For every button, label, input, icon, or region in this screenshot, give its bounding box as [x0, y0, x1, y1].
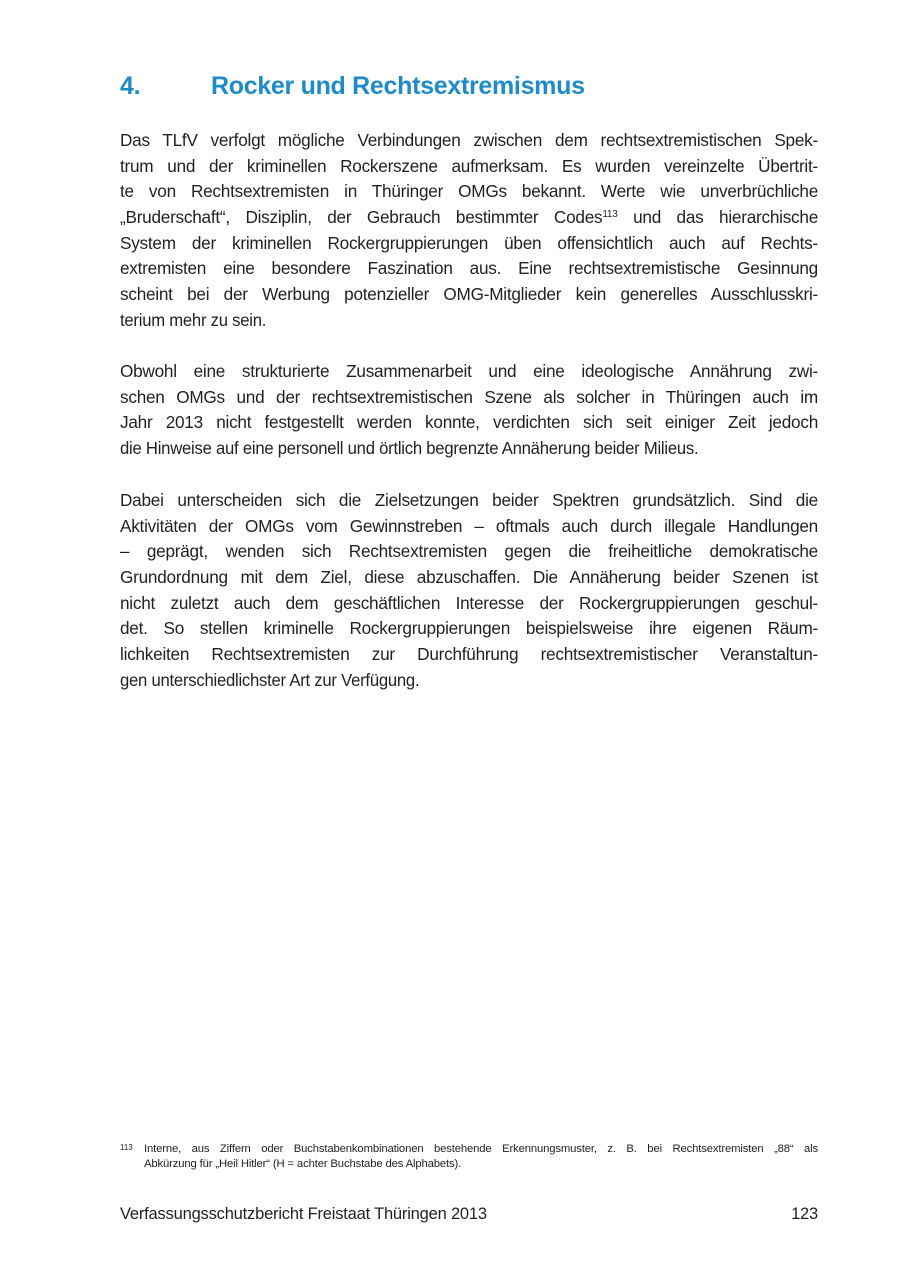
text-line: System der kriminellen Rockergruppierungen üben offensichtlich auch auf Rechts-: [120, 232, 818, 253]
section-heading: [120, 72, 820, 106]
page-footer: [120, 1202, 818, 1226]
text-line: det. So stellen kriminelle Rockergruppierungen beispielsweise ihre eigenen Räum-: [120, 618, 818, 639]
footnote-text: [144, 1142, 818, 1172]
text-line: Das TLfV verfolgt mögliche Verbindungen zwischen dem rechtsextremistischen Spek-: [120, 130, 818, 150]
text-line: te von Rechtsextremisten in Thüringer OMGs bekannt. Werte wie unverbrüchliche: [120, 181, 818, 202]
footnote-number: 113: [120, 1143, 133, 1152]
footer-title: Verfassungsschutzbericht Freistaat Thüringen 2013: [120, 1205, 487, 1223]
text-line: Jahr 2013 nicht festgestellt werden konnte, verdichten sich seit einiger Zeit jedoch: [120, 412, 818, 433]
text-line: nicht zuletzt auch dem geschäftlichen Interesse der Rockergruppierungen geschul-: [120, 592, 818, 613]
text-line: Aktivitäten der OMGs vom Gewinnstreben – oftmals auch durch illegale Handlungen: [120, 515, 818, 536]
section-number: 4.: [120, 72, 141, 100]
text-line: terium mehr zu sein.: [120, 309, 267, 330]
text-line: schen OMGs und der rechtsextremistischen Szene als solcher in Thüringen auch im: [120, 386, 818, 407]
paragraph-1: [120, 128, 818, 334]
text-segment: „Bruderschaft“, Disziplin, der Gebrauch bestimmter Codes: [120, 207, 603, 228]
paragraph-3: [120, 488, 818, 694]
paragraph-2: [120, 359, 818, 462]
text-segment: und das hierarchische: [617, 207, 818, 228]
text-line: gen unterschiedlichster Art zur Verfügung.: [120, 669, 420, 690]
section-title: Rocker und Rechtsextremismus: [211, 72, 585, 100]
footnote-reference[interactable]: 113: [602, 209, 618, 221]
text-line: lichkeiten Rechtsextremisten zur Durchführung rechtsextremistischer Veranstaltun-: [120, 644, 818, 665]
text-line: Dabei unterscheiden sich die Zielsetzungen beider Spektren grundsätzlich. Sind die: [120, 490, 818, 510]
text-line: Grundordnung mit dem Ziel, diese abzuschaffen. Die Annäherung beider Szenen ist: [120, 567, 818, 588]
text-line: extremisten eine besondere Faszination aus. Eine rechtsextremistische Gesinnung: [120, 258, 818, 279]
footnote-line: Interne, aus Ziffern oder Buchstabenkombinationen bestehende Erkennungsmuster, z. B. bei Rechtsextremisten „88“ als: [144, 1143, 818, 1155]
footnote-line: Abkürzung für „Heil Hitler“ (H = achter Buchstabe des Alphabets).: [144, 1158, 462, 1170]
text-line-with-footnote: [120, 205, 818, 231]
text-line: – geprägt, wenden sich Rechtsextremisten gegen die freiheitliche demokratische: [120, 541, 818, 562]
text-line: trum und der kriminellen Rockerszene aufmerksam. Es wurden vereinzelte Übertrit-: [120, 155, 818, 176]
page-number: 123: [791, 1205, 818, 1223]
text-line: die Hinweise auf eine personell und örtlich begrenzte Annäherung beider Milieus.: [120, 438, 699, 459]
text-line: scheint bei der Werbung potenzieller OMG-Mitglieder kein generelles Ausschlusskri-: [120, 284, 818, 305]
text-line: Obwohl eine strukturierte Zusammenarbeit und eine ideologische Annährung zwi-: [120, 361, 818, 381]
